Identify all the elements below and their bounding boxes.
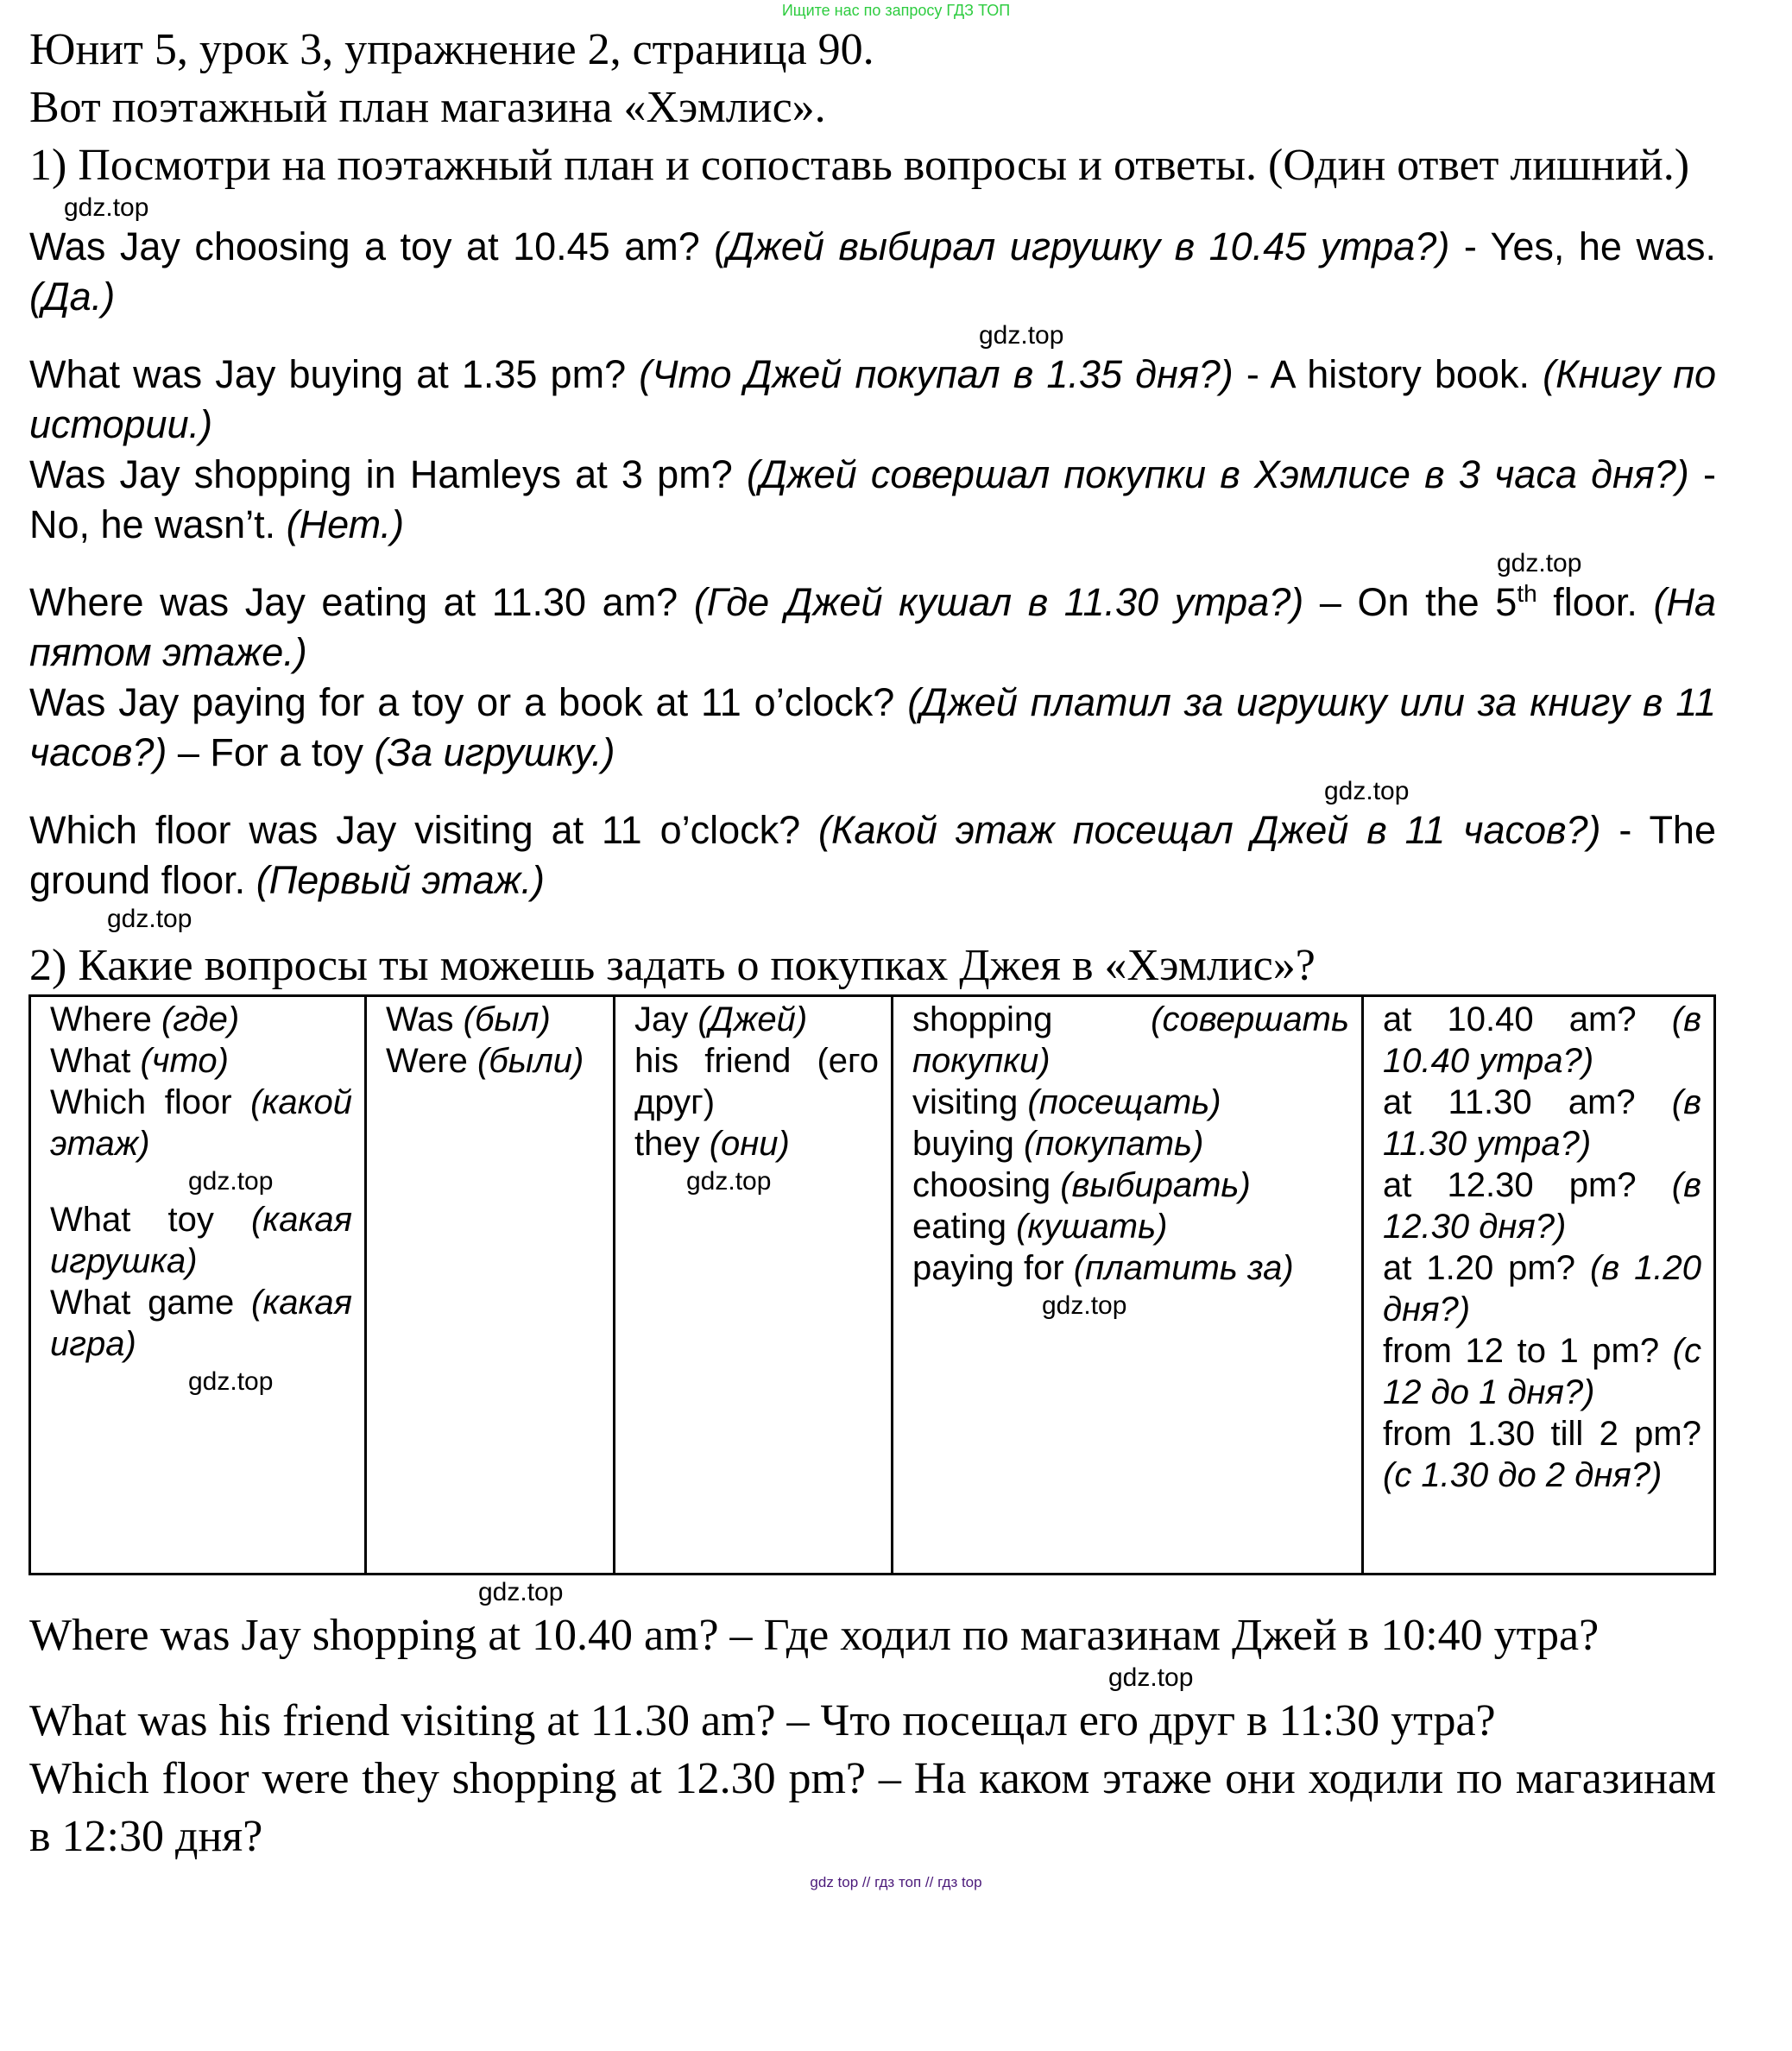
translation-text: (посещать) bbox=[1027, 1083, 1221, 1121]
column-subjects bbox=[615, 996, 893, 1575]
table-cell-item bbox=[1383, 999, 1701, 1082]
translation-text: (что) bbox=[140, 1042, 229, 1080]
text-segment: from 12 to 1 pm? bbox=[1383, 1332, 1673, 1370]
watermark: gdz.top bbox=[686, 1167, 772, 1196]
watermark: gdz.top bbox=[64, 193, 149, 222]
answer-item bbox=[29, 350, 1716, 450]
column-question-words bbox=[30, 996, 366, 1575]
page-content bbox=[29, 21, 1716, 1865]
table-cell-item bbox=[50, 1082, 352, 1164]
table-cell-item bbox=[634, 1123, 879, 1164]
table-cell-item bbox=[1383, 1164, 1701, 1247]
text-segment: paying for bbox=[912, 1249, 1074, 1287]
translation-text: (были) bbox=[476, 1042, 584, 1080]
translation-text: (кушать) bbox=[1016, 1208, 1168, 1246]
translation-text: (какой этаж) bbox=[50, 1083, 352, 1163]
table-cell-item bbox=[50, 999, 352, 1040]
watermark: gdz.top bbox=[1324, 777, 1410, 805]
text-segment: at 1.20 pm? bbox=[1383, 1249, 1590, 1287]
translation-text: (был) bbox=[463, 1000, 551, 1038]
site-footer-note: gdz top // гдз топ // гдз top bbox=[810, 1874, 982, 1890]
translation-text: (Книгу по истории.) bbox=[29, 352, 1716, 446]
text-segment: they bbox=[634, 1125, 710, 1163]
search-hint-banner: Ищите нас по запросу ГДЗ ТОП bbox=[781, 2, 1011, 19]
translation-text: (Да.) bbox=[29, 275, 116, 319]
text-segment: Which floor was Jay visiting at 11 o’clock? bbox=[29, 808, 819, 852]
text-segment: at 11.30 am? bbox=[1383, 1083, 1672, 1121]
table-cell-item bbox=[634, 999, 879, 1040]
column-verbs bbox=[893, 996, 1363, 1575]
example-question: What was his friend visiting at 11.30 am? – Что посещал его друг в 11:30 утра? bbox=[29, 1696, 1496, 1745]
table-cell-item bbox=[386, 1040, 601, 1082]
example-questions bbox=[29, 1606, 1716, 1865]
answer-item bbox=[29, 577, 1716, 678]
text-segment: shopping bbox=[912, 1000, 1152, 1038]
watermark: gdz.top bbox=[188, 1167, 274, 1196]
text-segment: buying bbox=[912, 1125, 1024, 1163]
translation-text: (Джей совершал покупки в Хэмлисе в 3 часа дня?) bbox=[746, 452, 1689, 496]
task-1-instruction: 1) Посмотри на поэтажный план и сопоставь вопросы и ответы. (Один ответ лишний.) bbox=[29, 141, 1690, 190]
text-segment: What game bbox=[50, 1284, 252, 1322]
translation-text: (какая игрушка) bbox=[50, 1201, 352, 1280]
table-cell-item bbox=[912, 1123, 1349, 1164]
text-segment: Was bbox=[386, 1000, 464, 1038]
text-segment: Were bbox=[386, 1042, 477, 1080]
translation-text: (какая игра) bbox=[50, 1284, 352, 1363]
translation-text: (в 12.30 дня?) bbox=[1383, 1166, 1701, 1246]
table-cell-item bbox=[50, 1199, 352, 1282]
translation-text: (с 12 до 1 дня?) bbox=[1383, 1332, 1701, 1411]
table-cell-item bbox=[50, 1040, 352, 1082]
translation-text: (покупать) bbox=[1023, 1125, 1204, 1163]
text-segment: at 12.30 pm? bbox=[1383, 1166, 1672, 1204]
table-cell-item bbox=[1383, 1247, 1701, 1330]
task-1-answers bbox=[29, 222, 1716, 906]
text-segment: – For a toy bbox=[167, 730, 375, 774]
text-segment: What was Jay buying at 1.35 pm? bbox=[29, 352, 640, 396]
text-segment: Which floor bbox=[50, 1083, 251, 1121]
translation-text: (они) bbox=[709, 1125, 790, 1163]
text-segment: floor. bbox=[1536, 580, 1654, 624]
text-segment: visiting bbox=[912, 1083, 1028, 1121]
translation-text: (в 10.40 утра?) bbox=[1383, 1000, 1701, 1080]
text-segment: Was Jay paying for a toy or a book at 11 o’clock? bbox=[29, 680, 908, 724]
watermark: gdz.top bbox=[107, 905, 192, 933]
translation-text: (Джей выбирал игрушку в 10.45 утра?) bbox=[714, 224, 1450, 268]
column-auxiliary bbox=[366, 996, 615, 1575]
table-cell-item bbox=[912, 1082, 1349, 1123]
exercise-title: Юнит 5, урок 3, упражнение 2, страница 90. bbox=[29, 25, 874, 74]
text-segment: from 1.30 till 2 pm? bbox=[1383, 1415, 1701, 1453]
exercise-header bbox=[29, 21, 1716, 194]
answer-item bbox=[29, 805, 1716, 906]
column-times bbox=[1363, 996, 1715, 1575]
translation-text: (За игрушку.) bbox=[374, 730, 615, 774]
question-builder-table bbox=[28, 994, 1716, 1575]
table-cell-item bbox=[912, 999, 1349, 1082]
watermark: gdz.top bbox=[979, 321, 1064, 350]
text-segment: - A history book. bbox=[1233, 352, 1543, 396]
table-cell-item bbox=[1383, 1413, 1701, 1496]
table-cell-item bbox=[386, 999, 601, 1040]
table-cell-item bbox=[1383, 1330, 1701, 1413]
text-segment: choosing bbox=[912, 1166, 1061, 1204]
answer-item bbox=[29, 678, 1716, 778]
table-row bbox=[30, 996, 1715, 1575]
watermark: gdz.top bbox=[1042, 1291, 1127, 1320]
translation-text: (На пятом этаже.) bbox=[29, 580, 1716, 674]
text-segment: – On the 5 bbox=[1303, 580, 1518, 624]
text-segment: Was Jay choosing a toy at 10.45 am? bbox=[29, 224, 715, 268]
table-cell-item bbox=[50, 1282, 352, 1365]
watermark: gdz.top bbox=[1497, 549, 1582, 577]
text-segment: - Yes, he was. bbox=[1449, 224, 1716, 268]
task-2-instruction: 2) Какие вопросы ты можешь задать о покупках Джея в «Хэмлис»? bbox=[29, 941, 1316, 990]
watermark: gdz.top bbox=[188, 1367, 274, 1396]
example-question: Which floor were they shopping at 12.30 pm? – На каком этаже они ходили по магазинам в 12:30 дня? bbox=[29, 1754, 1716, 1861]
text-segment: th bbox=[1517, 580, 1537, 607]
answer-item bbox=[29, 450, 1716, 550]
text-segment: Where was Jay eating at 11.30 am? bbox=[29, 580, 694, 624]
translation-text: (Первый этаж.) bbox=[256, 858, 546, 902]
text-segment: Jay bbox=[634, 1000, 698, 1038]
table-cell-item bbox=[634, 1040, 879, 1123]
translation-text: (Джей) bbox=[697, 1000, 808, 1038]
translation-text: (где) bbox=[161, 1000, 240, 1038]
translation-text: (совершать покупки) bbox=[912, 1000, 1349, 1080]
text-segment: at 10.40 am? bbox=[1383, 1000, 1672, 1038]
translation-text: (Нет.) bbox=[286, 502, 405, 546]
text-segment: eating bbox=[912, 1208, 1017, 1246]
translation-text: (Где Джей кушал в 11.30 утра?) bbox=[693, 580, 1304, 624]
text-segment: Was Jay shopping in Hamleys at 3 pm? bbox=[29, 452, 747, 496]
example-question: Where was Jay shopping at 10.40 am? – Где ходил по магазинам Джей в 10:40 утра? bbox=[29, 1611, 1600, 1660]
text-segment: - The ground floor. bbox=[29, 808, 1716, 902]
text-segment: his friend (его друг) bbox=[634, 1042, 879, 1121]
translation-text: (Джей платил за игрушку или за книгу в 11 часов?) bbox=[29, 680, 1716, 774]
table-cell-item bbox=[912, 1206, 1349, 1247]
translation-text: (Какой этаж посещал Джей в 11 часов?) bbox=[818, 808, 1601, 852]
translation-text: (платить за) bbox=[1073, 1249, 1294, 1287]
table-cell-item bbox=[912, 1247, 1349, 1289]
exercise-intro: Вот поэтажный план магазина «Хэмлис». bbox=[29, 83, 826, 132]
table-cell-item bbox=[912, 1164, 1349, 1206]
translation-text: (выбирать) bbox=[1060, 1166, 1251, 1204]
translation-text: (в 1.20 дня?) bbox=[1383, 1249, 1701, 1328]
text-segment: Where bbox=[50, 1000, 161, 1038]
table-cell-item bbox=[1383, 1082, 1701, 1164]
text-segment: - No, he wasn’t. bbox=[29, 452, 1716, 546]
text-segment: What bbox=[50, 1042, 141, 1080]
translation-text: (в 11.30 утра?) bbox=[1383, 1083, 1701, 1163]
translation-text: (Что Джей покупал в 1.35 дня?) bbox=[639, 352, 1234, 396]
watermark: gdz.top bbox=[1108, 1663, 1194, 1692]
watermark: gdz.top bbox=[478, 1578, 564, 1606]
answer-item bbox=[29, 222, 1716, 322]
text-segment: What toy bbox=[50, 1201, 252, 1239]
translation-text: (с 1.30 до 2 дня?) bbox=[1383, 1456, 1663, 1494]
